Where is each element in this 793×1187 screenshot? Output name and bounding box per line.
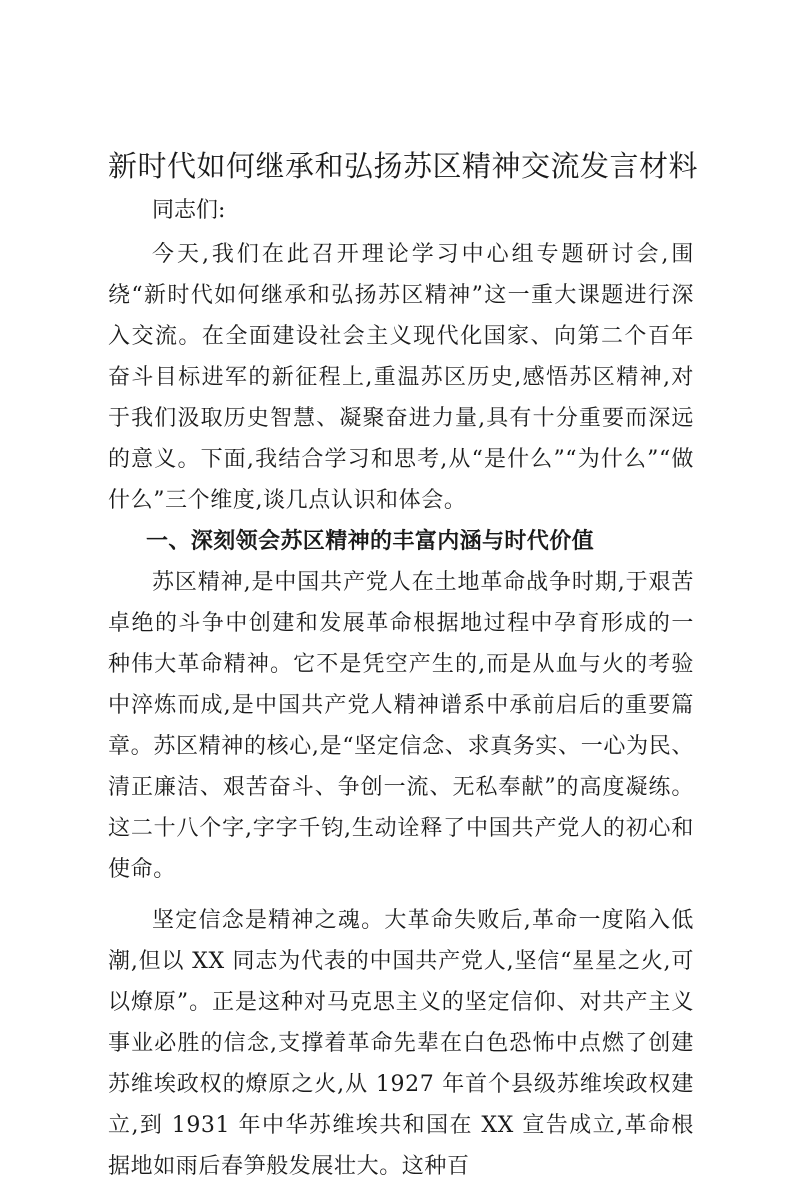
section1-paragraph-2: 坚定信念是精神之魂。大革命失败后,革命一度陷入低潮,但以 XX 同志为代表的中国共产党人,坚信“星星之火,可以燎原”。正是这种对马克思主义的坚定信仰、对共产主义事业必胜的信念,支撑着革命先辈在白色恐怖中点燃了创建苏维埃政权的燎原之火,从 1927 年首个县级苏维埃政权建立,到 1931 年中华苏维埃共和国在 XX 宣告成立,革命根据地如雨后春笋般发展壮大。这种百 [108, 908, 694, 1179]
section1-paragraph-1: 苏区精神,是中国共产党人在土地革命战争时期,于艰苦卓绝的斗争中创建和发展革命根据地过程中孕育形成的一种伟大革命精神。它不是凭空产生的,而是从血与火的考验中淬炼而成,是中国共产党人精神谱系中承前启后的重要篇章。苏区精神的核心,是“坚定信念、求真务实、一心为民、清正廉洁、艰苦奋斗、争创一流、无私奉献”的高度凝练。这二十八个字,字字千钧,生动诠释了中国共产党人的初心和使命。 [108, 570, 694, 882]
intro-paragraph: 今天,我们在此召开理论学习中心组专题研讨会,围绕“新时代如何继承和弘扬苏区精神”这一重大课题进行深入交流。在全面建设社会主义现代化国家、向第二个百年奋斗目标进军的新征程上,重温苏区历史,感悟苏区精神,对于我们汲取历史智慧、凝聚奋进力量,具有十分重要而深远的意义。下面,我结合学习和思考,从“是什么”“为什么”“做什么”三个维度,谈几点认识和体会。 [108, 242, 694, 513]
paragraph-gap [108, 890, 694, 900]
section-heading-1: 一、深刻领会苏区精神的丰富内涵与时代价值 [146, 529, 595, 554]
greeting: 同志们: [152, 198, 226, 223]
document-body [108, 190, 694, 1187]
document-title: 新时代如何继承和弘扬苏区精神交流发言材料 [108, 149, 699, 183]
